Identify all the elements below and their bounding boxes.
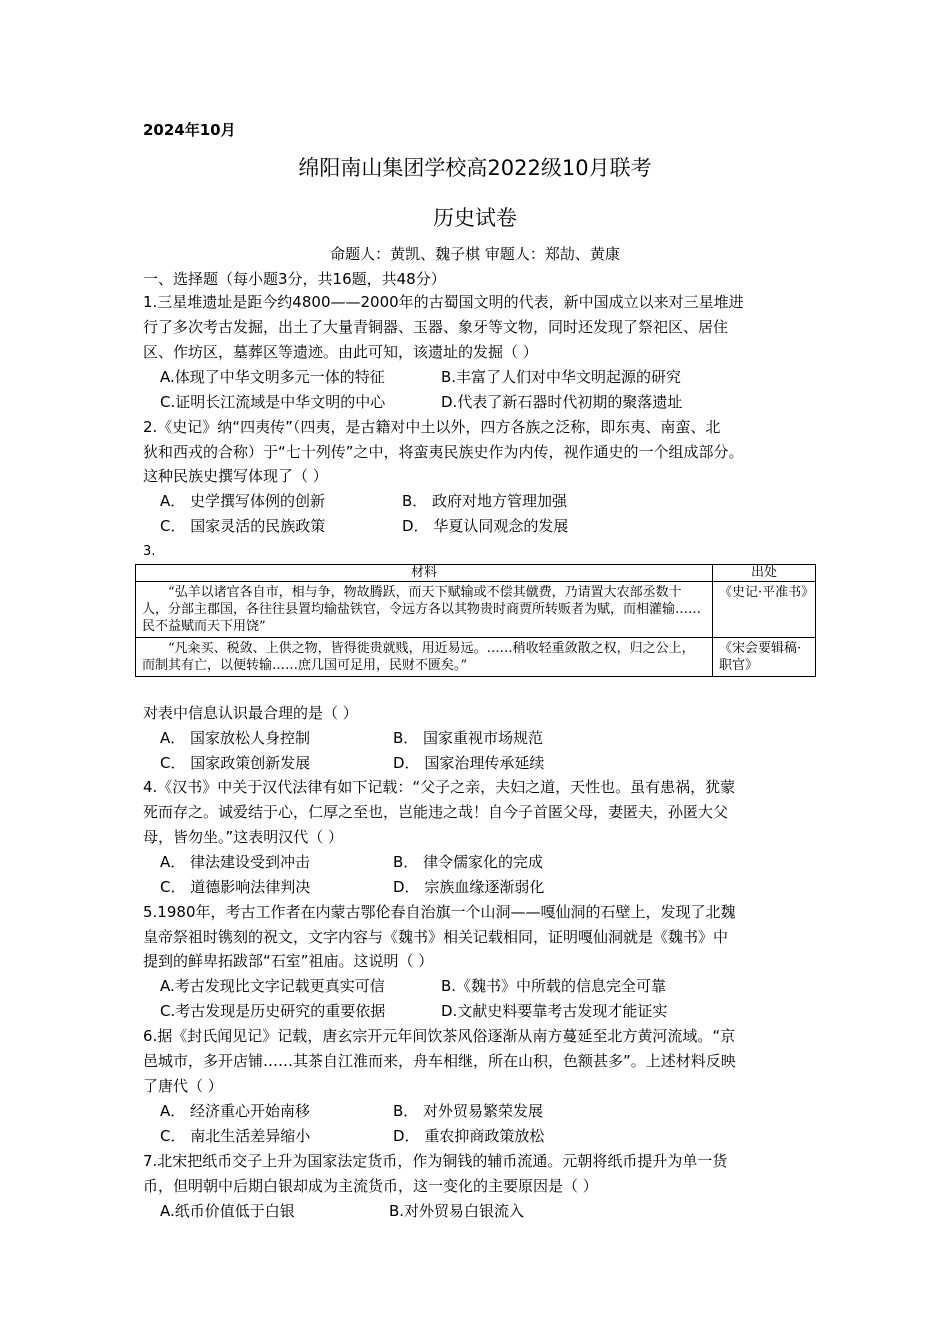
table-cell-material: “凡籴买、税敛、上供之物，皆得徙贵就贱，用近易远。……稍收轻重敛散之权，归之公上，而制其有亡，以便转输……庶几国可足用，民财不匮矣。” — [136, 638, 713, 677]
q3-option-c[interactable]: C． 国家政策创新发展 — [160, 754, 311, 772]
q1-line-3: 区、作坊区，墓葬区等遗迹。由此可知，该遗址的发掘（ ） — [143, 343, 538, 361]
q4-option-a[interactable]: A． 律法建设受到冲击 — [160, 853, 311, 871]
q4-line-1: 4.《汉书》中关于汉代法律有如下记载：“父子之亲，夫妇之道，天性也。虽有患祸，犹蒙 — [143, 778, 736, 796]
q3-number: 3. — [143, 544, 156, 559]
exam-title: 绵阳南山集团学校高2022级10月联考 — [298, 156, 652, 180]
q1-option-d[interactable]: D.代表了新石器时代初期的聚落遗址 — [441, 393, 683, 411]
q6-option-b[interactable]: B． 对外贸易繁荣发展 — [393, 1102, 544, 1120]
q1-option-c[interactable]: C.证明长江流域是中华文明的中心 — [160, 393, 386, 411]
table-header-material: 材料 — [136, 565, 713, 582]
q5-option-b[interactable]: B.《魏书》中所载的信息完全可靠 — [441, 977, 667, 995]
q6-line-3: 了唐代（ ） — [143, 1077, 223, 1095]
q7-option-a[interactable]: A.纸币价值低于白银 — [160, 1202, 295, 1220]
q3-option-b[interactable]: B． 国家重视市场规范 — [393, 729, 544, 747]
q5-option-c[interactable]: C.考古发现是历史研究的重要依据 — [160, 1002, 386, 1020]
q4-option-d[interactable]: D． 宗族血缘逐渐弱化 — [393, 878, 545, 896]
q7-option-b[interactable]: B.对外贸易白银流入 — [389, 1202, 525, 1220]
q6-option-d[interactable]: D． 重农抑商政策放松 — [393, 1127, 545, 1145]
q5-line-1: 5.1980年，考古工作者在内蒙古鄂伦春自治旗一个山洞——嘎仙洞的石壁上，发现了北魏 — [143, 903, 736, 921]
q3-option-d[interactable]: D． 国家治理传承延续 — [393, 754, 545, 772]
q6-line-2: 邑城市，多开店铺……其茶自江淮而来，舟车相继，所在山积，色额甚多”。上述材料反映 — [143, 1052, 736, 1070]
table-row — [136, 582, 816, 638]
table-header-row — [136, 565, 816, 582]
exam-authors: 命题人：黄凯、魏子棋 审题人：郑劼、黄康 — [330, 245, 620, 263]
q5-option-a[interactable]: A.考古发现比文字记载更真实可信 — [160, 977, 385, 995]
q5-line-2: 皇帝祭祖时镌刻的祝文，文字内容与《魏书》相关记载相同，证明嘎仙洞就是《魏书》中 — [143, 928, 729, 946]
q3-option-a[interactable]: A． 国家放松人身控制 — [160, 729, 311, 747]
q3-material-table — [135, 564, 816, 677]
q2-option-d[interactable]: D． 华夏认同观念的发展 — [402, 517, 569, 535]
section-heading: 一、选择题（每小题3分，共16题，共48分） — [143, 270, 446, 288]
q2-option-a[interactable]: A． 史学撰写体例的创新 — [160, 492, 326, 510]
exam-date: 2024年10月 — [143, 121, 236, 139]
exam-subtitle: 历史试卷 — [433, 206, 517, 230]
table-cell-material: “弘羊以诸官各自市，相与争，物故腾跃，而天下赋输或不偿其僦费，乃请置大农部丞数十人，分部主郡国，各往往县置均输盐铁官，令远方各以其物贵时商贾所转贩者为赋，而相灌输……民不益赋而天下用饶” — [136, 582, 713, 638]
q2-line-1: 2.《史记》纳“四夷传”（四夷，是古籍对中土以外，四方各族之泛称，即东夷、南蛮、北 — [143, 418, 721, 436]
q4-line-2: 死而存之。诚爱结于心，仁厚之至也，岂能违之哉！自今子首匿父母，妻匿夫，孙匿大父 — [143, 803, 729, 821]
q2-line-2: 狄和西戎的合称）于“七十列传”之中，将蛮夷民族史作为内传，视作通史的一个组成部分。 — [143, 443, 744, 461]
q4-option-b[interactable]: B． 律令儒家化的完成 — [393, 853, 544, 871]
q7-line-1: 7.北宋把纸币交子上升为国家法定货币，作为铜钱的辅币流通。元朝将纸币提升为单一货 — [143, 1152, 728, 1170]
q5-option-d[interactable]: D.文献史料要靠考古发现才能证实 — [441, 1002, 668, 1020]
table-row — [136, 638, 816, 677]
q2-option-b[interactable]: B． 政府对地方管理加强 — [402, 492, 568, 510]
q3-prompt: 对表中信息认识最合理的是（ ） — [143, 704, 358, 722]
q4-option-c[interactable]: C． 道德影响法律判决 — [160, 878, 311, 896]
q1-line-2: 行了多次考古发掘，出土了大量青铜器、玉器、象牙等文物，同时还发现了祭祀区、居住 — [143, 318, 729, 336]
q6-option-c[interactable]: C． 南北生活差异缩小 — [160, 1127, 311, 1145]
q5-line-3: 提到的鲜卑拓跋部“石室”祖庙。这说明（ ） — [143, 952, 434, 970]
table-cell-source: 《史记·平准书》 — [713, 582, 816, 638]
table-cell-source: 《宋会要辑稿·职官》 — [713, 638, 816, 677]
q2-option-c[interactable]: C． 国家灵活的民族政策 — [160, 517, 326, 535]
q6-option-a[interactable]: A． 经济重心开始南移 — [160, 1102, 311, 1120]
q1-line-1: 1.三星堆遗址是距今约4800——2000年的古蜀国文明的代表，新中国成立以来对三星堆进 — [143, 293, 744, 311]
q4-line-3: 母，皆勿坐。”这表明汉代（ ） — [143, 828, 344, 846]
q2-line-3: 这种民族史撰写体现了（ ） — [143, 467, 328, 485]
q1-option-a[interactable]: A.体现了中华文明多元一体的特征 — [160, 368, 385, 386]
table-header-source: 出处 — [713, 565, 816, 582]
q1-option-b[interactable]: B.丰富了人们对中华文明起源的研究 — [441, 368, 682, 386]
q7-line-2: 币，但明朝中后期白银却成为主流货币，这一变化的主要原因是（ ） — [143, 1177, 598, 1195]
q6-line-1: 6.据《封氏闻见记》记载，唐玄宗开元年间饮茶风俗逐渐从南方蔓延至北方黄河流域。“京 — [143, 1027, 736, 1045]
